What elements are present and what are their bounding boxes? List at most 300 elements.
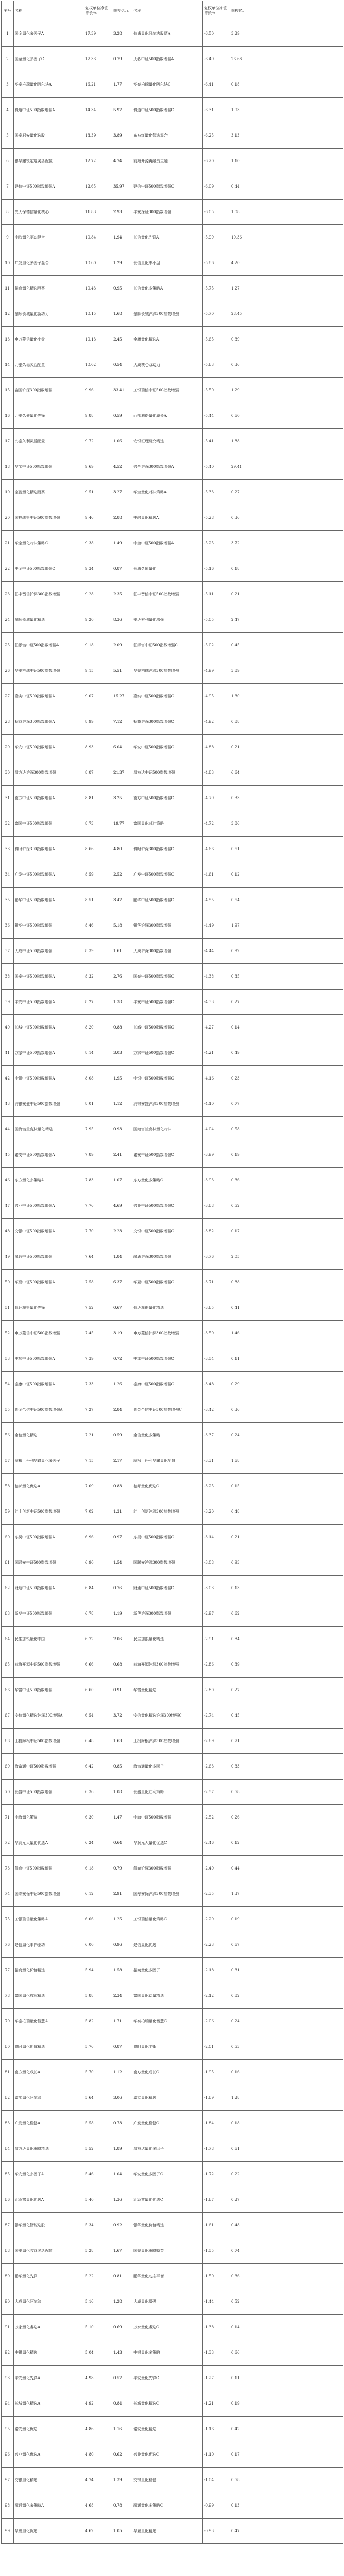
row-rank: 50 — [2, 1270, 14, 1295]
row-growth-right: -4.92 — [203, 709, 230, 735]
table-row — [2, 1881, 343, 1907]
row-rank: 61 — [2, 1550, 14, 1576]
empty-cell — [254, 1448, 343, 1474]
row-growth-right: -5.40 — [203, 454, 230, 480]
row-name-left: 民生加银量化中国 — [14, 1627, 84, 1652]
row-name-right: 景顺长城沪深300指数增强 — [132, 301, 203, 327]
row-size-right: 0.88 — [230, 1270, 254, 1295]
row-size-right: 2.05 — [230, 1244, 254, 1270]
row-size-right: 10.36 — [230, 225, 254, 250]
row-name-left: 博道中证500指数增强A — [14, 98, 84, 123]
row-rank: 44 — [2, 1117, 14, 1142]
row-name-left: 上投摩根中证500指数增强 — [14, 1729, 84, 1754]
row-size-left: 3.03 — [112, 1040, 132, 1066]
empty-cell — [254, 2519, 343, 2544]
empty-cell — [254, 862, 343, 888]
row-size-left: 0.88 — [112, 1015, 132, 1040]
row-name-right: 华安量化多因子C — [132, 2162, 203, 2187]
row-growth-left: 9.15 — [84, 658, 112, 684]
row-growth-right: -5.63 — [203, 352, 230, 378]
table-header-row — [2, 1, 343, 21]
row-name-right: 泰达宏利量化增强 — [132, 607, 203, 633]
row-size-left: 2.84 — [112, 1397, 132, 1423]
row-rank: 33 — [2, 837, 14, 862]
row-size-left: 1.08 — [112, 1780, 132, 1805]
row-rank: 20 — [2, 505, 14, 531]
row-size-right: 0.13 — [230, 1576, 254, 1601]
row-growth-right: -5.70 — [203, 301, 230, 327]
table-row — [2, 2264, 343, 2289]
empty-cell — [254, 607, 343, 633]
row-size-left: 0.76 — [112, 1576, 132, 1601]
row-size-left: 1.84 — [112, 1244, 132, 1270]
row-size-right: 0.21 — [230, 735, 254, 760]
row-size-right: 1.08 — [230, 200, 254, 225]
row-name-right: 长城量化精选C — [132, 2391, 203, 2417]
row-growth-right: -3.31 — [203, 1448, 230, 1474]
empty-cell — [254, 2238, 343, 2264]
row-growth-left: 9.38 — [84, 531, 112, 556]
row-growth-left: 5.04 — [84, 2340, 112, 2366]
row-name-right: 华夏中证500指数增强C — [132, 1270, 203, 1295]
row-rank: 69 — [2, 1754, 14, 1780]
row-name-right: 国泰量化策略收益 — [132, 2238, 203, 2264]
row-growth-right: -5.02 — [203, 633, 230, 658]
row-growth-right: -5.16 — [203, 556, 230, 582]
row-size-right: 0.33 — [230, 1754, 254, 1780]
row-growth-left: 7.27 — [84, 1397, 112, 1423]
row-size-right: 0.19 — [230, 1142, 254, 1168]
row-growth-right: -1.78 — [203, 2136, 230, 2162]
row-growth-left: 9.88 — [84, 403, 112, 429]
table-row — [2, 454, 343, 480]
table-row — [2, 2340, 343, 2366]
row-name-right: 金鹰量化精选A — [132, 327, 203, 352]
table-row — [2, 2213, 343, 2238]
row-rank: 72 — [2, 1830, 14, 1856]
row-size-left: 4.52 — [112, 454, 132, 480]
row-name-right: 广发中证500指数增强C — [132, 862, 203, 888]
row-growth-left: 5.64 — [84, 2085, 112, 2111]
row-growth-left: 5.46 — [84, 2162, 112, 2187]
empty-cell — [254, 480, 343, 505]
empty-cell — [254, 174, 343, 200]
empty-cell — [254, 990, 343, 1015]
row-growth-left: 6.96 — [84, 1525, 112, 1550]
row-growth-left: 9.46 — [84, 505, 112, 531]
row-growth-left: 6.42 — [84, 1754, 112, 1780]
empty-cell — [254, 760, 343, 786]
row-size-right: 0.36 — [230, 352, 254, 378]
empty-cell — [254, 2009, 343, 2034]
empty-cell — [254, 47, 343, 72]
empty-cell — [254, 1040, 343, 1066]
table-row — [2, 1780, 343, 1805]
row-size-right: 26.68 — [230, 47, 254, 72]
row-growth-right: -1.27 — [203, 2366, 230, 2391]
row-name-right: 红土创新沪深300指数增强 — [132, 1499, 203, 1525]
row-growth-left: 4.80 — [84, 2442, 112, 2468]
row-name-right: 华安中证500指数增强C — [132, 735, 203, 760]
row-name-right: 嘉实中证500指数增强C — [132, 684, 203, 709]
table-row — [2, 582, 343, 607]
row-rank: 16 — [2, 403, 14, 429]
row-name-left: 工银瑞信量化策略A — [14, 1907, 84, 1932]
row-growth-right: -3.14 — [203, 1525, 230, 1550]
table-row — [2, 327, 343, 352]
row-name-left: 招商量化价值精选 — [14, 1958, 84, 1983]
row-rank: 95 — [2, 2417, 14, 2442]
row-rank: 66 — [2, 1678, 14, 1703]
row-size-left: 2.52 — [112, 862, 132, 888]
row-name-right: 万家中证500指数增强C — [132, 1040, 203, 1066]
row-growth-left: 4.68 — [84, 2493, 112, 2519]
row-growth-left: 7.83 — [84, 1168, 112, 1193]
row-size-right: 0.84 — [230, 1627, 254, 1652]
row-size-left: 0.92 — [112, 2213, 132, 2238]
empty-cell — [254, 1525, 343, 1550]
row-rank: 29 — [2, 735, 14, 760]
row-name-right: 国寿安保沪深300指数增强 — [132, 1881, 203, 1907]
row-growth-left: 7.15 — [84, 1448, 112, 1474]
row-growth-right: -4.04 — [203, 1117, 230, 1142]
empty-cell — [254, 1091, 343, 1117]
table-row — [2, 2111, 343, 2136]
row-size-left: 0.54 — [112, 352, 132, 378]
table-row — [2, 811, 343, 837]
empty-cell — [254, 2417, 343, 2442]
row-growth-right: -5.25 — [203, 531, 230, 556]
row-growth-right: -5.11 — [203, 582, 230, 607]
row-rank: 88 — [2, 2238, 14, 2264]
row-growth-right: -1.10 — [203, 2442, 230, 2468]
row-size-right: 0.33 — [230, 786, 254, 811]
row-rank: 64 — [2, 1627, 14, 1652]
row-name-right: 农银汇理研究精选 — [132, 429, 203, 454]
row-size-right: 1.68 — [230, 1448, 254, 1474]
row-rank: 49 — [2, 1244, 14, 1270]
row-size-right: 0.48 — [230, 2213, 254, 2238]
row-name-left: 万家量化睿选A — [14, 2315, 84, 2340]
row-rank: 51 — [2, 1295, 14, 1321]
row-name-left: 博时沪深300指数增强A — [14, 837, 84, 862]
row-size-right: 0.17 — [230, 2442, 254, 2468]
row-growth-right: -5.75 — [203, 276, 230, 301]
empty-cell — [254, 2391, 343, 2417]
row-rank: 23 — [2, 582, 14, 607]
row-growth-left: 5.82 — [84, 2009, 112, 2034]
table-row — [2, 1983, 343, 2009]
row-size-left: 1.95 — [112, 1066, 132, 1091]
row-growth-left: 6.66 — [84, 1652, 112, 1678]
empty-cell — [254, 2442, 343, 2468]
row-growth-left: 6.30 — [84, 1805, 112, 1830]
row-growth-left: 8.87 — [84, 760, 112, 786]
row-rank: 97 — [2, 2468, 14, 2493]
row-rank: 98 — [2, 2493, 14, 2519]
row-size-right: 3.72 — [230, 531, 254, 556]
row-size-left: 21.37 — [112, 760, 132, 786]
fund-ranking-table — [1, 1, 343, 2544]
row-name-left: 博时量化价值精选 — [14, 2034, 84, 2060]
row-rank: 45 — [2, 1142, 14, 1168]
row-growth-left: 8.46 — [84, 913, 112, 939]
row-growth-right: -1.95 — [203, 2060, 230, 2085]
row-name-left: 华宝量化对冲策略C — [14, 531, 84, 556]
row-growth-left: 6.78 — [84, 1601, 112, 1627]
row-size-right: 0.19 — [230, 2391, 254, 2417]
table-row — [2, 21, 343, 47]
row-growth-left: 8.27 — [84, 990, 112, 1015]
row-size-left: 2.76 — [112, 964, 132, 990]
row-size-right: 0.12 — [230, 1830, 254, 1856]
row-growth-left: 7.02 — [84, 1499, 112, 1525]
row-name-left: 鹏华中证500指数增强A — [14, 888, 84, 913]
row-name-right: 长盛量化红利策略 — [132, 1780, 203, 1805]
row-name-left: 浦银安盛中证500指数增强 — [14, 1091, 84, 1117]
row-size-right: 0.24 — [230, 1423, 254, 1448]
row-growth-left: 9.34 — [84, 556, 112, 582]
row-size-right: 1.97 — [230, 913, 254, 939]
row-name-right: 南方量化成长C — [132, 2060, 203, 2085]
row-growth-right: -6.50 — [203, 21, 230, 47]
row-growth-right: -2.29 — [203, 1907, 230, 1932]
row-rank: 10 — [2, 250, 14, 276]
row-name-right: 鹏华量化动态平衡 — [132, 2264, 203, 2289]
row-name-right: 海富通量化多因子 — [132, 1754, 203, 1780]
empty-cell — [254, 811, 343, 837]
row-name-left: 光大保德信量化核心 — [14, 200, 84, 225]
row-size-left: 1.43 — [112, 2340, 132, 2366]
row-size-left: 1.71 — [112, 2009, 132, 2034]
row-growth-left: 5.28 — [84, 2238, 112, 2264]
row-size-left: 0.87 — [112, 556, 132, 582]
row-size-left: 1.77 — [112, 72, 132, 98]
empty-cell — [254, 123, 343, 149]
row-name-left: 交银中证500指数增强A — [14, 1219, 84, 1244]
table-row — [2, 505, 343, 531]
row-size-right: 0.24 — [230, 2009, 254, 2034]
row-rank: 40 — [2, 1015, 14, 1040]
row-rank: 24 — [2, 607, 14, 633]
row-rank: 4 — [2, 98, 14, 123]
row-growth-right: -3.20 — [203, 1499, 230, 1525]
row-growth-right: -1.33 — [203, 2340, 230, 2366]
row-growth-left: 6.24 — [84, 1830, 112, 1856]
empty-cell — [254, 1270, 343, 1295]
row-growth-left: 7.33 — [84, 1372, 112, 1397]
row-growth-right: -1.16 — [203, 2417, 230, 2442]
row-name-right: 上投摩根沪深300指数增强 — [132, 1729, 203, 1754]
row-size-right: 0.67 — [230, 1932, 254, 1958]
row-size-right: 0.27 — [230, 2187, 254, 2213]
row-growth-left: 8.14 — [84, 1040, 112, 1066]
empty-cell — [254, 1627, 343, 1652]
row-rank: 1 — [2, 21, 14, 47]
row-size-left: 0.72 — [112, 1346, 132, 1372]
row-name-left: 建信中证500指数增强A — [14, 174, 84, 200]
row-growth-left: 9.69 — [84, 454, 112, 480]
table-row — [2, 1652, 343, 1678]
row-growth-right: -5.05 — [203, 607, 230, 633]
row-name-left: 德邦量化优选A — [14, 1474, 84, 1499]
row-growth-right: -3.59 — [203, 1321, 230, 1346]
row-growth-left: 8.59 — [84, 862, 112, 888]
row-size-left: 0.83 — [112, 1474, 132, 1499]
row-name-right: 平安中证500指数增强C — [132, 990, 203, 1015]
row-growth-left: 8.66 — [84, 837, 112, 862]
row-growth-left: 7.09 — [84, 1474, 112, 1499]
row-name-left: 前海开源中证500指数增强 — [14, 1652, 84, 1678]
row-growth-left: 8.93 — [84, 735, 112, 760]
row-rank: 53 — [2, 1346, 14, 1372]
row-growth-right: -4.72 — [203, 811, 230, 837]
empty-cell — [254, 837, 343, 862]
row-name-left: 银华量化智能选股 — [14, 2213, 84, 2238]
empty-cell — [254, 454, 343, 480]
row-growth-right: -4.33 — [203, 990, 230, 1015]
row-size-left: 0.95 — [112, 276, 132, 301]
table-row — [2, 47, 343, 72]
row-growth-right: -1.21 — [203, 2391, 230, 2417]
empty-cell — [254, 939, 343, 964]
row-growth-left: 6.84 — [84, 1576, 112, 1601]
row-size-left: 1.12 — [112, 2060, 132, 2085]
row-name-right: 长信量化先锋A — [132, 225, 203, 250]
row-growth-right: -2.52 — [203, 1805, 230, 1830]
row-size-left: 1.47 — [112, 1805, 132, 1830]
empty-cell — [254, 1295, 343, 1321]
row-growth-right: -0.99 — [203, 2493, 230, 2519]
empty-cell — [254, 1856, 343, 1881]
empty-cell — [254, 1346, 343, 1372]
empty-cell — [254, 1193, 343, 1219]
row-rank: 81 — [2, 2060, 14, 2085]
row-name-right: 信诚量化阿尔法股票A — [132, 21, 203, 47]
row-name-left: 诺安量化优选 — [14, 2417, 84, 2442]
row-name-left: 平安量化先锋A — [14, 2366, 84, 2391]
row-name-left: 融通中证500指数增强 — [14, 1244, 84, 1270]
table-row — [2, 1372, 343, 1397]
row-growth-left: 8.81 — [84, 786, 112, 811]
row-size-left: 1.06 — [112, 429, 132, 454]
row-size-right: 0.14 — [230, 2315, 254, 2340]
empty-cell — [254, 888, 343, 913]
empty-cell — [254, 2034, 343, 2060]
row-size-left: 2.34 — [112, 1983, 132, 2009]
row-size-left: 4.80 — [112, 837, 132, 862]
row-size-left: 0.91 — [112, 1678, 132, 1703]
row-rank: 56 — [2, 1423, 14, 1448]
row-name-left: 国海富兰克林量化精选 — [14, 1117, 84, 1142]
row-name-right: 前海开源再融资主题 — [132, 149, 203, 174]
row-growth-left: 8.08 — [84, 1066, 112, 1091]
row-growth-right: -6.25 — [203, 123, 230, 149]
row-growth-right: -1.89 — [203, 2085, 230, 2111]
row-rank: 93 — [2, 2366, 14, 2391]
row-growth-right: -4.61 — [203, 862, 230, 888]
row-growth-right: -2.23 — [203, 1932, 230, 1958]
table-row — [2, 1958, 343, 1983]
empty-cell — [254, 1142, 343, 1168]
row-growth-right: -1.44 — [203, 2289, 230, 2315]
table-row — [2, 684, 343, 709]
row-size-left: 7.12 — [112, 709, 132, 735]
row-name-left: 建信量化事件驱动 — [14, 1932, 84, 1958]
empty-cell — [254, 633, 343, 658]
row-size-left: 0.67 — [112, 1295, 132, 1321]
row-growth-left: 7.64 — [84, 1244, 112, 1270]
empty-cell — [254, 2289, 343, 2315]
row-name-left: 诺安中证500指数增强A — [14, 1142, 84, 1168]
table-row — [2, 1295, 343, 1321]
row-growth-right: -3.93 — [203, 1168, 230, 1193]
row-size-left: 3.89 — [112, 123, 132, 149]
row-size-right: 4.20 — [230, 250, 254, 276]
row-rank: 75 — [2, 1907, 14, 1932]
table-row — [2, 2187, 343, 2213]
row-rank: 82 — [2, 2085, 14, 2111]
table-row — [2, 735, 343, 760]
row-name-left: 富国沪深300指数增强 — [14, 378, 84, 403]
row-name-right: 兴全沪深300指数增强A — [132, 454, 203, 480]
row-growth-right: -2.57 — [203, 1780, 230, 1805]
row-size-left: 0.81 — [112, 2264, 132, 2289]
row-size-left: 2.09 — [112, 633, 132, 658]
row-name-left: 招商沪深300指数增强A — [14, 709, 84, 735]
empty-cell — [254, 505, 343, 531]
row-size-left: 0.64 — [112, 1830, 132, 1856]
row-name-right: 华宝量化对冲策略A — [132, 480, 203, 505]
row-size-left: 0.69 — [112, 2315, 132, 2340]
empty-cell — [254, 2264, 343, 2289]
table-row — [2, 1448, 343, 1474]
row-name-left: 申万菱信中证500指数增强 — [14, 1321, 84, 1346]
row-size-left: 0.73 — [112, 2111, 132, 2136]
empty-cell — [254, 2468, 343, 2493]
row-name-right: 中银中证500指数增强C — [132, 1066, 203, 1091]
empty-cell — [254, 378, 343, 403]
row-growth-left: 7.89 — [84, 1142, 112, 1168]
row-size-left: 0.62 — [112, 2442, 132, 2468]
table-row — [2, 2060, 343, 2085]
row-size-right: 3.29 — [230, 21, 254, 47]
row-name-left: 鹏华量化先锋 — [14, 2264, 84, 2289]
row-rank: 41 — [2, 1040, 14, 1066]
row-size-left: 0.97 — [112, 1525, 132, 1550]
header-rank: 序号 — [2, 1, 14, 21]
row-name-left: 景顺长城量化新动力 — [14, 301, 84, 327]
row-size-left: 2.88 — [112, 505, 132, 531]
row-size-left: 1.31 — [112, 1499, 132, 1525]
row-name-left: 红土创新中证500指数增强 — [14, 1499, 84, 1525]
row-name-left: 华夏量化优选 — [14, 2519, 84, 2544]
row-name-right: 财通中证500指数增强C — [132, 1576, 203, 1601]
row-growth-left: 9.96 — [84, 378, 112, 403]
row-name-left: 东吴中证500指数增强A — [14, 1525, 84, 1550]
table-row — [2, 352, 343, 378]
empty-cell — [254, 301, 343, 327]
row-name-right: 平安深证300指数增强 — [132, 200, 203, 225]
row-size-right: 28.45 — [230, 301, 254, 327]
row-name-right: 西部利得量化成长A — [132, 403, 203, 429]
empty-cell — [254, 352, 343, 378]
row-name-right: 长信量化中小盘 — [132, 250, 203, 276]
row-name-right: 工银瑞信量化策略C — [132, 1907, 203, 1932]
row-name-left: 国泰量化收益灵活配置 — [14, 2238, 84, 2264]
row-name-left: 华泰柏瑞量化阿尔法A — [14, 72, 84, 98]
row-growth-right: -2.63 — [203, 1754, 230, 1780]
